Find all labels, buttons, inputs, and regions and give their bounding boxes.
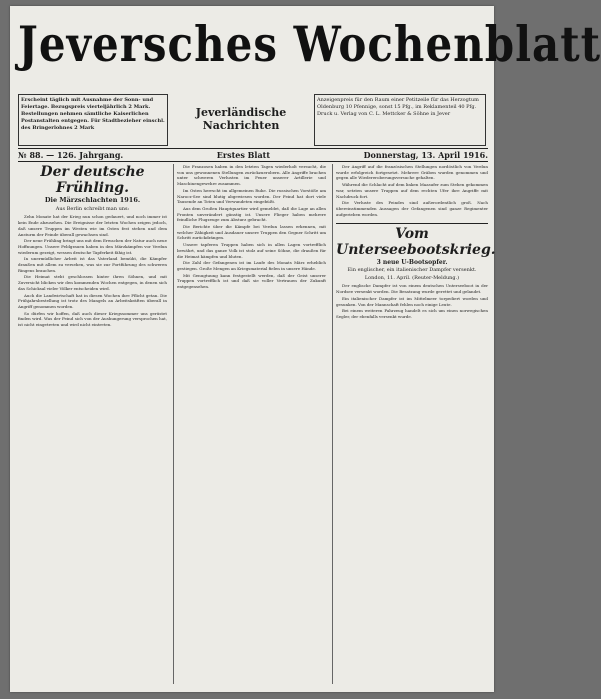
sheet-label: Erstes Blatt <box>216 150 271 160</box>
paragraph: Im Osten herrscht im allgemeinen Ruhe. Die russischen Vorstöße am Narocz-See sind blutig abgewiesen worden. Der Feind hat dort viele Tausende an Toten und Verwundeten eingebüßt. <box>177 187 326 205</box>
paragraph: Bei einem weiteren Fahrzeug handelt es sich um einen norwegischen Segler, der ebenfalls versenkt wurde. <box>336 308 488 319</box>
paragraph: Die Zahl der Gefangenen ist im Laufe des Monats März erheblich gestiegen. Große Mengen an Kriegsmaterial fielen in unsere Hände. <box>177 260 326 271</box>
subscription-info-box: Erscheint täglich mit Ausnahme der Sonn- und Feiertage. Bezugspreis vierteljährlich 2 Mark. Bestellungen nehmen sämtliche Kaiserlichen Postanstalten entgegen. Für Stadtbezieher einschl. des Bringerlohnes 2 Mark <box>18 94 168 146</box>
issue-date: Donnerstag, 13. April 1916. <box>363 150 488 160</box>
paragraph: So dürfen wir hoffen, daß auch dieser Kriegssommer uns gerüstet finden wird. Was der Feind sich von der Aushungerung versprochen hat, ist nicht eingetreten und wird nicht eintreten. <box>18 310 167 328</box>
paragraph: Während die Schlacht auf dem linken Maasufer zum Stehen gekommen war, setzten unsere Truppen auf dem rechten Ufer ihre Angriffe mit Nachdruck fort. <box>336 182 488 199</box>
column-3-body-2 <box>336 283 488 319</box>
article2-subhead: 3 neue U-Bootsopfer. <box>376 259 448 267</box>
paragraph: Auch die Landwirtschaft hat in diesen Wochen ihre Pflicht getan. Die Frühjahrsbestellung ist trotz des Mangels an Arbeitskräften überall in Angriff genommen worden. <box>18 292 167 309</box>
article2-headline: Vom Unterseebootskrieg. <box>336 223 488 258</box>
advertising-info-box: Anzeigenpreis für den Raum einer Petitzeile für das Herzogtum Oldenburg 10 Pfennige, sonst 15 Pfg., im Reklamenteil 40 Pfg. Druck u. Verlag von C. L. Mettcker & Söhne in Jever <box>314 94 486 146</box>
column-1-body <box>18 214 167 327</box>
paragraph: Aus dem Großen Hauptquartier wird gemeldet, daß die Lage an allen Fronten unverändert günstig ist. Unsere Flieger haben mehrere feindliche Flugzeuge zum Absturz gebracht. <box>177 205 326 223</box>
subtitle-block <box>172 94 310 146</box>
subtitle-line2: Nachrichten <box>202 119 280 132</box>
paragraph: Die Verluste des Feindes sind außerordentlich groß. Nach übereinstimmenden Aussagen der Gefangenen sind ganze Regimenter aufgerieben worden. <box>336 200 488 217</box>
column-2 <box>173 164 326 684</box>
paragraph: Der englische Dampfer ist von einem deutschen Unterseeboot in der Nordsee versenkt worden. Die Besatzung wurde gerettet und gelandet. <box>336 283 488 295</box>
paragraph: Unsere tapferen Truppen haben sich in allen Lagen vortrefflich bewährt, und das ganze Volk ist stolz auf seine Söhne, die draußen für die Heimat kämpfen und bluten. <box>177 242 326 259</box>
newspaper-page <box>10 6 601 692</box>
article2-lead: Ein englischer, ein italienischer Dampfer versenkt. <box>347 267 477 274</box>
column-2-body <box>177 164 326 290</box>
header-info-row <box>18 94 488 146</box>
paragraph: Die Franzosen haben in den letzten Tagen wiederholt versucht, die von uns gewonnenen Stellungen zurückzuerobern. Alle Angriffe brachen unter schweren Verlusten im Feuer unserer Artillerie und Maschinengewehre zusammen. <box>177 164 326 187</box>
paragraph: Der neue Frühling bringt uns mit dem Erwachen der Natur auch neue Hoffnungen. Unsere Feldgrauen haben in den Märzkämpfen vor Verdun wiederum gezeigt, wessen deutsche Tapferkeit fähig ist. <box>18 238 167 255</box>
issue-number: № 88. — 126. Jahrgang. <box>18 150 124 160</box>
paragraph: Der Angriff auf die französischen Stellungen nordöstlich von Verdun wurde erfolgreich fortgesetzt. Mehrere Gräben wurden genommen und gegen alle Wiedereroberungsversuche gehalten. <box>336 164 488 181</box>
paragraph: Die Heimat steht geschlossen hinter ihren Söhnen, und mit Zuversicht blicken wir den kommenden Wochen entgegen, in denen sich das Schicksal vieler Völker entscheiden wird. <box>18 274 167 291</box>
paragraph: Die Berichte über die Kämpfe bei Verdun lassen erkennen, mit welcher Zähigkeit und Ausdauer unsere Truppen den Gegner Schritt um Schritt zurückdrängen. <box>177 224 326 241</box>
masthead-title: Jeversches Wochenblatt <box>18 16 601 73</box>
article1-byline: Aus Berlin schreibt man uns: <box>55 205 130 212</box>
article1-subhead: Die Märzschlachten 1916. <box>44 196 141 204</box>
paragraph: Zehn Monate hat der Krieg nun schon gedauert, und noch immer ist kein Ende abzusehen. Die Ereignisse der letzten Wochen zeigen jedoch, daß unsere Truppen im Westen wie im Osten fest stehen und dem Ansturm der Feinde überall gewachsen sind. <box>18 214 167 237</box>
paragraph: Ein italienischer Dampfer ist im Mittelmeer torpediert worden und gesunken. Von der Mannschaft fehlen noch einige Leute. <box>336 295 488 307</box>
article2-dateline: London, 11. April. (Reuter-Meldung.) <box>364 274 460 281</box>
issue-bar <box>18 148 488 162</box>
paragraph: Mit Genugtuung kann festgestellt werden, daß der Geist unserer Truppen vortrefflich ist und daß sie voller Vertrauen der Zukunft entgegensehen. <box>177 272 326 290</box>
article-columns <box>18 164 496 684</box>
column-3 <box>332 164 496 684</box>
article1-headline: Der deutsche Frühling. <box>40 164 145 196</box>
column-3-body <box>336 164 488 217</box>
subtitle-line1: Jeverländische <box>195 106 287 119</box>
column-1 <box>18 164 167 684</box>
paragraph: In unermüdlicher Arbeit ist das Vaterland bemüht, die Kämpfer draußen mit allem zu versehen, was sie zur Fortführung des schweren Ringens brauchen. <box>18 256 167 273</box>
